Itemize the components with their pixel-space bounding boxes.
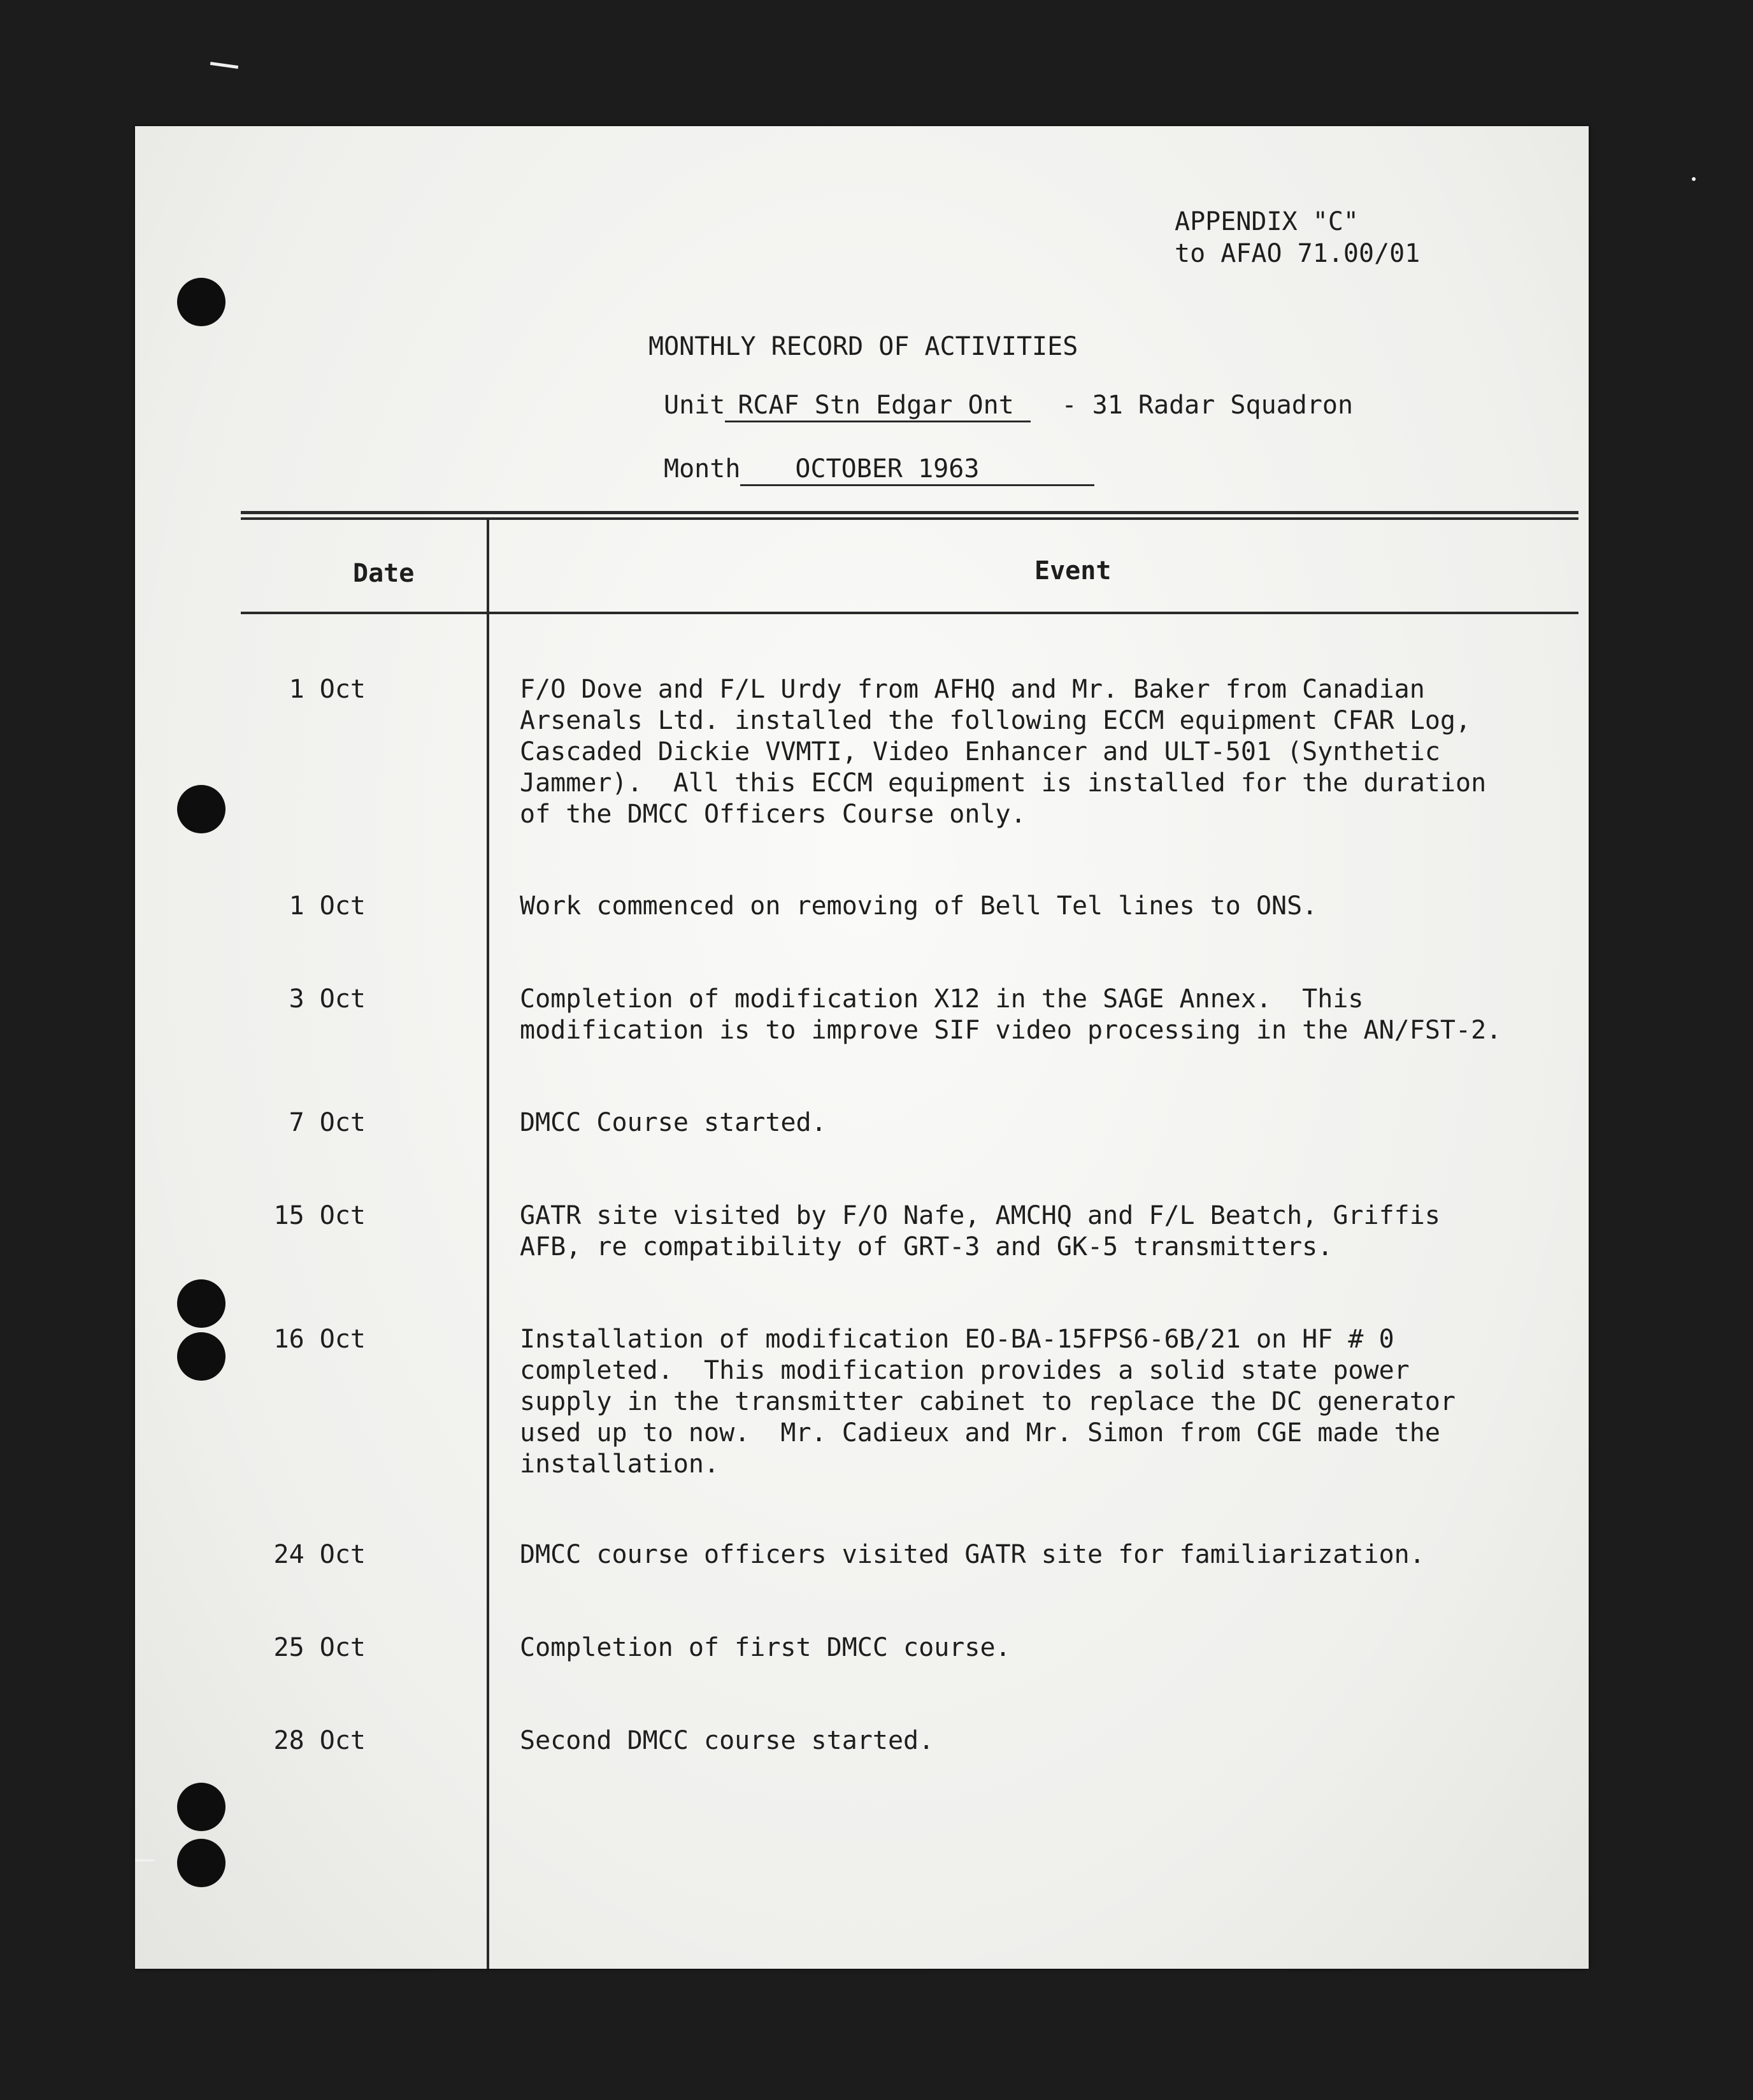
month-value-text: OCTOBER 1963	[795, 454, 980, 484]
row-7-event: DMCC course officers visited GATR site for familiarization.	[520, 1540, 1425, 1569]
date-column-header: Date	[353, 559, 415, 588]
punch-hole	[177, 1332, 225, 1381]
header-rule-bottom	[241, 612, 1578, 614]
row-2-event: Work commenced on removing of Bell Tel lines to ONS.	[520, 891, 1318, 921]
unit-value	[725, 390, 1031, 422]
unit-suffix: - 31 Radar Squadron	[1061, 391, 1354, 420]
column-divider	[487, 520, 489, 1969]
row-3-date: 3 Oct	[289, 984, 366, 1014]
unit-line	[664, 390, 1353, 422]
punch-hole	[177, 1839, 225, 1887]
header-rule-top	[241, 511, 1578, 514]
punch-hole	[177, 278, 225, 326]
header-rule-top-2	[241, 517, 1578, 520]
document-page	[135, 126, 1589, 1969]
row-6-event: Installation of modification EO-BA-15FPS6-6B/21 on HF # 0 completed. This modification provides a solid state power supply in the transmitter cabinet to replace the DC generator used up to now. Mr. Cadieux and Mr. Simon from CGE made the installation.	[520, 1325, 1456, 1479]
film-speck	[210, 62, 238, 69]
row-2-date: 1 Oct	[289, 891, 366, 921]
row-6-date: 16 Oct	[273, 1325, 366, 1354]
row-4-event: DMCC Course started.	[520, 1108, 827, 1137]
row-5-event: GATR site visited by F/O Nafe, AMCHQ and F/L Beatch, Griffis AFB, re compatibility of GRT-3 and GK-5 transmitters.	[520, 1201, 1440, 1262]
punch-hole	[177, 1783, 225, 1831]
row-8-date: 25 Oct	[273, 1633, 366, 1662]
film-speck	[1692, 177, 1696, 181]
unit-label: Unit	[664, 391, 726, 420]
punch-hole	[177, 785, 225, 833]
page-title: MONTHLY RECORD OF ACTIVITIES	[648, 332, 1078, 361]
month-line	[664, 454, 1094, 486]
month-label: Month	[664, 454, 741, 484]
row-7-date: 24 Oct	[273, 1540, 366, 1569]
appendix-line-2: to AFAO 71.00/01	[1175, 239, 1420, 268]
row-9-event: Second DMCC course started.	[520, 1726, 934, 1755]
appendix-line-1: APPENDIX "C"	[1175, 207, 1359, 236]
row-3-event: Completion of modification X12 in the SAGE Annex. This modification is to improve SIF video processing in the AN/FST-2.	[520, 984, 1502, 1045]
row-1-date: 1 Oct	[289, 675, 366, 704]
row-9-date: 28 Oct	[273, 1726, 366, 1755]
row-4-date: 7 Oct	[289, 1108, 366, 1137]
row-1-event: F/O Dove and F/L Urdy from AFHQ and Mr. Baker from Canadian Arsenals Ltd. installed the following ECCM equipment CFAR Log, Cascaded Dickie VVMTI, Video Enhancer and ULT-501 (Synthetic Jammer). All this ECCM equipment is installed for the duration of the DMCC Officers Course only.	[520, 675, 1487, 829]
row-5-date: 15 Oct	[273, 1201, 366, 1230]
event-column-header: Event	[1034, 556, 1112, 586]
unit-value-text: RCAF Stn Edgar Ont	[738, 391, 1014, 420]
punch-hole	[177, 1279, 225, 1328]
film-speck	[135, 1859, 154, 1862]
row-8-event: Completion of first DMCC course.	[520, 1633, 1011, 1662]
month-value	[740, 454, 1094, 486]
